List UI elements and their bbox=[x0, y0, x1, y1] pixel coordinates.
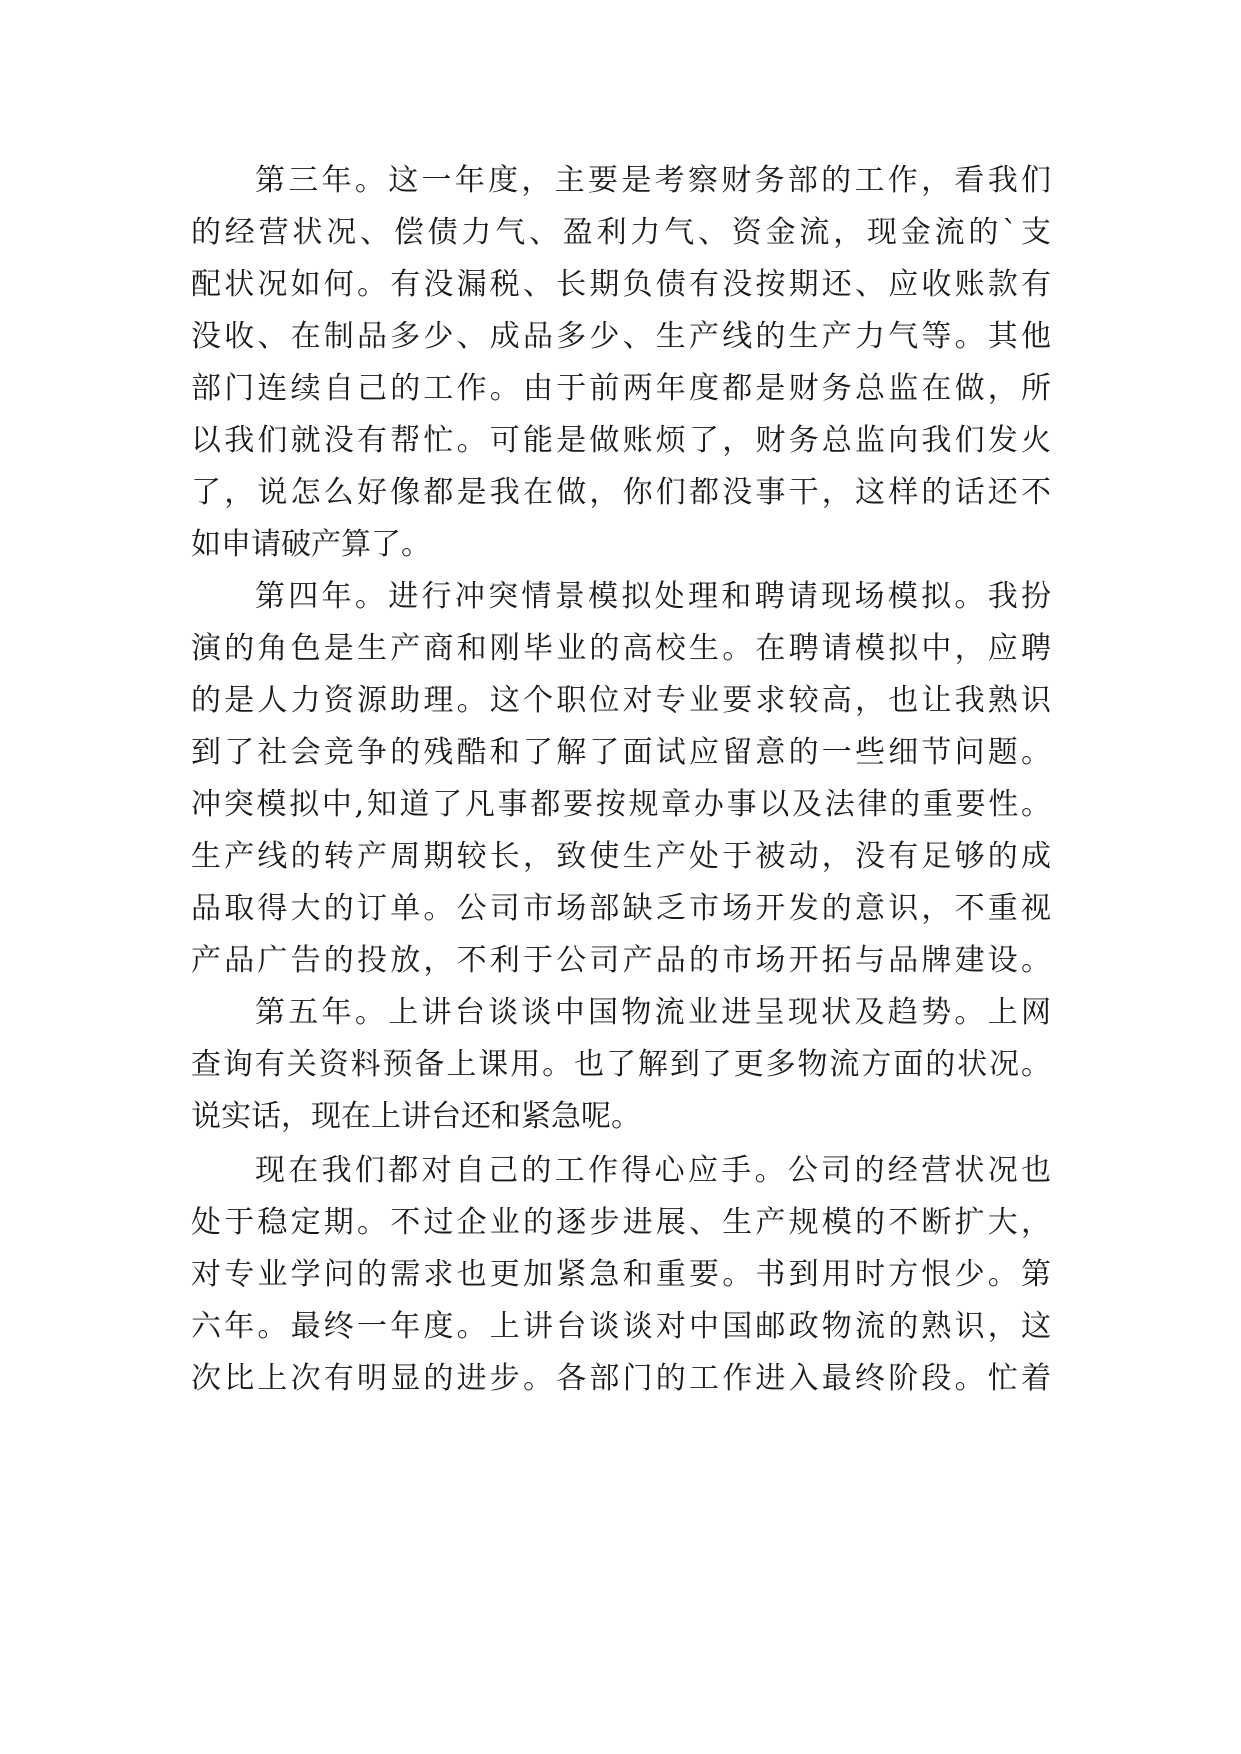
text-line: 次比上次有明显的进步。各部门的工作进入最终阶段。忙着 bbox=[191, 1361, 1051, 1396]
text-line: 品取得大的订单。公司市场部缺乏市场开发的意识，不重视 bbox=[191, 891, 1051, 926]
text-line: 生产线的转产周期较长，致使生产处于被动，没有足够的成 bbox=[191, 839, 1051, 874]
text-line: 以我们就没有帮忙。可能是做账烦了，财务总监向我们发火 bbox=[191, 423, 1051, 458]
text-line: 冲突模拟中,知道了凡事都要按规章办事以及法律的重要性。 bbox=[191, 787, 1051, 822]
text-line: 处于稳定期。不过企业的逐步进展、生产规模的不断扩大， bbox=[191, 1205, 1051, 1240]
text-line: 产品广告的投放，不利于公司产品的市场开拓与品牌建设。 bbox=[191, 943, 1051, 978]
paragraph-year-four bbox=[191, 571, 1051, 987]
text-line: 说实话，现在上讲台还和紧急呢。 bbox=[191, 1099, 641, 1134]
text-line: 到了社会竞争的残酷和了解了面试应留意的一些细节问题。 bbox=[191, 735, 1051, 770]
text-line: 演的角色是生产商和刚毕业的高校生。在聘请模拟中，应聘 bbox=[191, 631, 1051, 666]
text-line: 部门连续自己的工作。由于前两年度都是财务总监在做，所 bbox=[191, 371, 1051, 406]
text-line: 第五年。上讲台谈谈中国物流业进呈现状及趋势。上网 bbox=[255, 995, 1051, 1030]
text-line: 没收、在制品多少、成品多少、生产线的生产力气等。其他 bbox=[191, 319, 1051, 354]
text-line: 第三年。这一年度，主要是考察财务部的工作，看我们 bbox=[255, 163, 1051, 198]
text-line: 现在我们都对自己的工作得心应手。公司的经营状况也 bbox=[255, 1153, 1051, 1188]
paragraph-summary bbox=[191, 1145, 1051, 1405]
text-line: 的经营状况、偿债力气、盈利力气、资金流，现金流的`支 bbox=[191, 215, 1051, 250]
text-line: 配状况如何。有没漏税、长期负债有没按期还、应收账款有 bbox=[191, 267, 1051, 302]
document-body bbox=[191, 155, 1051, 1405]
text-line: 对专业学问的需求也更加紧急和重要。书到用时方恨少。第 bbox=[191, 1257, 1051, 1292]
paragraph-year-three bbox=[191, 155, 1051, 571]
text-line: 六年。最终一年度。上讲台谈谈对中国邮政物流的熟识，这 bbox=[191, 1309, 1051, 1344]
text-line: 的是人力资源助理。这个职位对专业要求较高，也让我熟识 bbox=[191, 683, 1051, 718]
text-line: 查询有关资料预备上课用。也了解到了更多物流方面的状况。 bbox=[191, 1047, 1051, 1082]
text-line: 了，说怎么好像都是我在做，你们都没事干，这样的话还不 bbox=[191, 475, 1051, 510]
text-line: 如申请破产算了。 bbox=[191, 527, 431, 562]
paragraph-year-five bbox=[191, 987, 1051, 1143]
text-line: 第四年。进行冲突情景模拟处理和聘请现场模拟。我扮 bbox=[255, 579, 1051, 614]
